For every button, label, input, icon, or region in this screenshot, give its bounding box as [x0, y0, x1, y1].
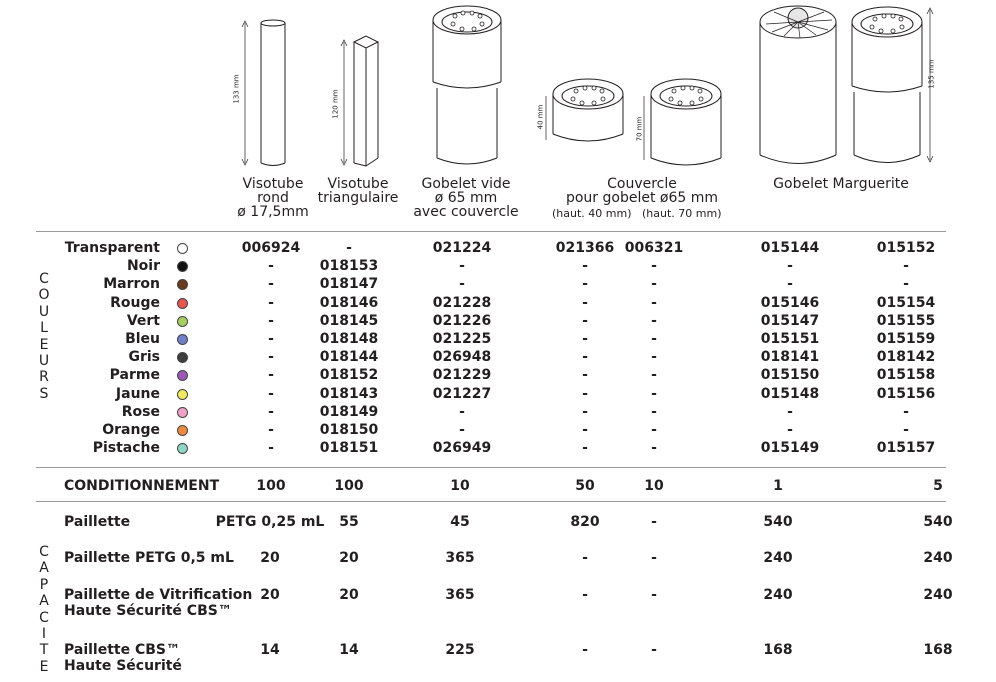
capacity-label: Paillette PETG 0,5 mL	[64, 550, 234, 566]
couvercle-sub-40: (haut. 40 mm)	[552, 207, 632, 220]
capacity-value: 20	[339, 587, 359, 603]
table-cell: 006924	[241, 240, 301, 256]
divider-top	[36, 231, 946, 232]
capacity-label: Paillette CBS™ Haute Sécurité	[64, 642, 182, 674]
table-cell: -	[268, 312, 274, 329]
capacity-value: -	[582, 587, 588, 603]
table-cell: 015158	[876, 367, 936, 384]
table-cell: -	[787, 403, 793, 420]
table-cell: -	[268, 331, 274, 347]
table-cell: -	[651, 385, 657, 402]
table-cell: 015150	[760, 367, 820, 384]
color-name: Rouge	[110, 294, 160, 311]
color-name: Pistache	[92, 440, 160, 457]
dimension-label-couvercle-70: 70 mm	[635, 116, 644, 142]
table-cell: -	[268, 276, 274, 293]
table-cell: 018150	[319, 422, 379, 438]
table-cell: 026949	[432, 440, 492, 457]
capacite-vertical-label: C A P A C I T E	[39, 544, 49, 675]
table-cell: -	[268, 385, 274, 402]
table-cell: 021224	[432, 240, 492, 256]
capacity-value: 820	[570, 514, 600, 530]
color-swatch	[177, 443, 188, 454]
color-name: Gris	[128, 349, 160, 366]
table-cell: 021228	[432, 294, 492, 311]
table-cell: -	[787, 276, 793, 293]
table-cell: -	[582, 403, 588, 420]
table-cell: 018147	[319, 276, 379, 293]
table-cell: -	[268, 440, 274, 457]
couvercle-sub-70: (haut. 70 mm)	[642, 207, 722, 220]
table-cell: -	[582, 258, 588, 275]
color-swatch	[177, 407, 188, 418]
table-cell: 021366	[555, 240, 615, 256]
table-cell: -	[651, 312, 657, 329]
conditionnement-value: 10	[450, 478, 470, 494]
table-cell: -	[459, 276, 465, 293]
table-cell: -	[268, 349, 274, 366]
gobelet-marguerite-1-drawing	[760, 6, 836, 164]
conditionnement-value: 1	[773, 478, 783, 494]
table-cell: -	[651, 440, 657, 457]
color-swatch	[177, 298, 188, 309]
table-cell: 018151	[319, 440, 379, 457]
divider-conditionnement-end	[36, 501, 946, 502]
color-swatch	[177, 370, 188, 381]
table-cell: -	[268, 367, 274, 384]
table-cell: 018143	[319, 385, 379, 402]
capacity-value: 240	[763, 587, 793, 603]
conditionnement-label: CONDITIONNEMENT	[64, 478, 220, 494]
product-title-gobelet-vide: Gobelet vide ø 65 mm avec couvercle	[413, 176, 519, 220]
table-cell: -	[903, 258, 909, 275]
table-cell: -	[268, 294, 274, 311]
table-cell: 018148	[319, 331, 379, 347]
table-cell: -	[651, 403, 657, 420]
table-cell: -	[582, 349, 588, 366]
product-title-couvercle: Couvercle pour gobelet ø65 mm	[565, 176, 719, 206]
capacity-value-first: 20	[260, 550, 280, 566]
capacity-value: 540	[763, 514, 793, 530]
table-cell: 018152	[319, 367, 379, 384]
table-cell: -	[651, 276, 657, 293]
table-cell: -	[651, 367, 657, 384]
capacity-value: 225	[445, 642, 475, 658]
color-swatch	[177, 279, 188, 290]
table-cell: 021225	[432, 331, 492, 347]
table-cell: 015144	[760, 240, 820, 256]
table-cell: 015149	[760, 440, 820, 457]
table-cell: 018144	[319, 349, 379, 366]
table-cell: 015146	[760, 294, 820, 311]
table-cell: 015152	[876, 240, 936, 256]
color-swatch	[177, 243, 188, 254]
conditionnement-value: 100	[256, 478, 286, 494]
capacity-value: -	[582, 550, 588, 566]
product-title-gobelet-marguerite: Gobelet Marguerite	[773, 176, 909, 192]
table-cell: -	[903, 422, 909, 438]
capacity-value-first: 14	[260, 642, 280, 658]
capacity-value: 14	[339, 642, 359, 658]
capacity-value: -	[651, 550, 657, 566]
capacity-value-first: PETG 0,25 mL	[215, 514, 325, 530]
capacity-value: 168	[763, 642, 793, 658]
capacity-value: 20	[339, 550, 359, 566]
table-cell: -	[582, 385, 588, 402]
gobelet-vide-drawing	[433, 6, 501, 164]
couleurs-vertical-label: C O U L E U R S	[38, 271, 50, 402]
table-cell: -	[903, 403, 909, 420]
table-cell: -	[582, 367, 588, 384]
table-cell: -	[787, 422, 793, 438]
conditionnement-value: 50	[575, 478, 595, 494]
table-cell: -	[582, 422, 588, 438]
conditionnement-value: 100	[334, 478, 364, 494]
capacity-value: -	[582, 642, 588, 658]
visotube-round-drawing	[242, 20, 285, 166]
color-name: Jaune	[115, 385, 160, 402]
capacity-value: 365	[445, 550, 475, 566]
table-cell: -	[582, 294, 588, 311]
table-cell: -	[459, 403, 465, 420]
divider-colors-end	[36, 467, 946, 468]
conditionnement-value: 5	[933, 478, 943, 494]
table-cell: 018149	[319, 403, 379, 420]
table-cell: 015147	[760, 312, 820, 329]
table-cell: 018141	[760, 349, 820, 366]
table-cell: -	[268, 258, 274, 275]
capacity-value: -	[651, 587, 657, 603]
color-name: Vert	[126, 312, 160, 329]
table-cell: 018145	[319, 312, 379, 329]
color-swatch	[177, 261, 188, 272]
product-title-visotube-rond: Visotube rond ø 17,5mm	[237, 176, 309, 220]
couvercle-70-drawing	[644, 79, 721, 165]
table-cell: 021227	[432, 385, 492, 402]
capacity-value: -	[651, 642, 657, 658]
table-cell: -	[459, 422, 465, 438]
table-cell: 015154	[876, 294, 936, 311]
capacity-value: 540	[923, 514, 953, 530]
table-cell: 018142	[876, 349, 936, 366]
table-cell: -	[582, 312, 588, 329]
color-swatch	[177, 352, 188, 363]
capacity-value-first: 20	[260, 587, 280, 603]
color-swatch	[177, 316, 188, 327]
capacity-value: 168	[923, 642, 953, 658]
table-cell: 015151	[760, 331, 820, 347]
capacity-value: 240	[763, 550, 793, 566]
dimension-label-visotube-triangulaire: 120 mm	[331, 89, 340, 119]
capacity-value: 240	[923, 587, 953, 603]
color-name: Parme	[109, 367, 160, 384]
table-cell: -	[651, 258, 657, 275]
color-name: Orange	[102, 422, 160, 438]
table-cell: -	[651, 331, 657, 347]
table-cell: 015159	[876, 331, 936, 347]
table-cell: 018146	[319, 294, 379, 311]
table-cell: 021226	[432, 312, 492, 329]
visotube-triangular-drawing	[341, 36, 378, 166]
color-name: Noir	[126, 258, 160, 275]
table-cell: -	[582, 440, 588, 457]
table-cell: -	[787, 258, 793, 275]
table-cell: -	[346, 240, 352, 256]
color-name: Marron	[103, 276, 160, 293]
color-name: Bleu	[125, 331, 160, 347]
table-cell: -	[582, 276, 588, 293]
table-cell: 015156	[876, 385, 936, 402]
table-cell: -	[903, 276, 909, 293]
table-cell: -	[268, 403, 274, 420]
table-cell: 015148	[760, 385, 820, 402]
capacity-value: 240	[923, 550, 953, 566]
dimension-label-marguerite: 135 mm	[927, 59, 936, 89]
table-cell: 021229	[432, 367, 492, 384]
conditionnement-value: 10	[644, 478, 664, 494]
color-name: Transparent	[64, 240, 160, 256]
color-swatch	[177, 425, 188, 436]
table-cell: 015157	[876, 440, 936, 457]
product-illustrations	[0, 0, 996, 175]
capacity-value: 365	[445, 587, 475, 603]
table-cell: -	[651, 349, 657, 366]
table-cell: 015155	[876, 312, 936, 329]
capacity-label: Paillette	[64, 514, 131, 530]
dimension-label-couvercle-40: 40 mm	[536, 104, 545, 130]
table-cell: -	[582, 331, 588, 347]
gobelet-marguerite-2-drawing	[852, 7, 933, 163]
couvercle-40-drawing	[546, 79, 623, 141]
color-swatch	[177, 389, 188, 400]
capacity-value: 55	[339, 514, 359, 530]
table-cell: -	[651, 422, 657, 438]
color-swatch	[177, 334, 188, 345]
table-cell: -	[268, 422, 274, 438]
capacity-label: Paillette de Vitrification Haute Sécurité CBS™	[64, 587, 253, 619]
table-cell: 018153	[319, 258, 379, 275]
color-name: Rose	[121, 403, 160, 420]
table-cell: 026948	[432, 349, 492, 366]
capacity-value: 45	[450, 514, 470, 530]
dimension-label-visotube-rond: 133 mm	[232, 74, 241, 104]
table-cell: -	[651, 294, 657, 311]
product-title-visotube-triangulaire: Visotube triangulaire	[317, 176, 399, 206]
table-cell: 006321	[624, 240, 684, 256]
table-cell: -	[459, 258, 465, 275]
capacity-value: -	[651, 514, 657, 530]
